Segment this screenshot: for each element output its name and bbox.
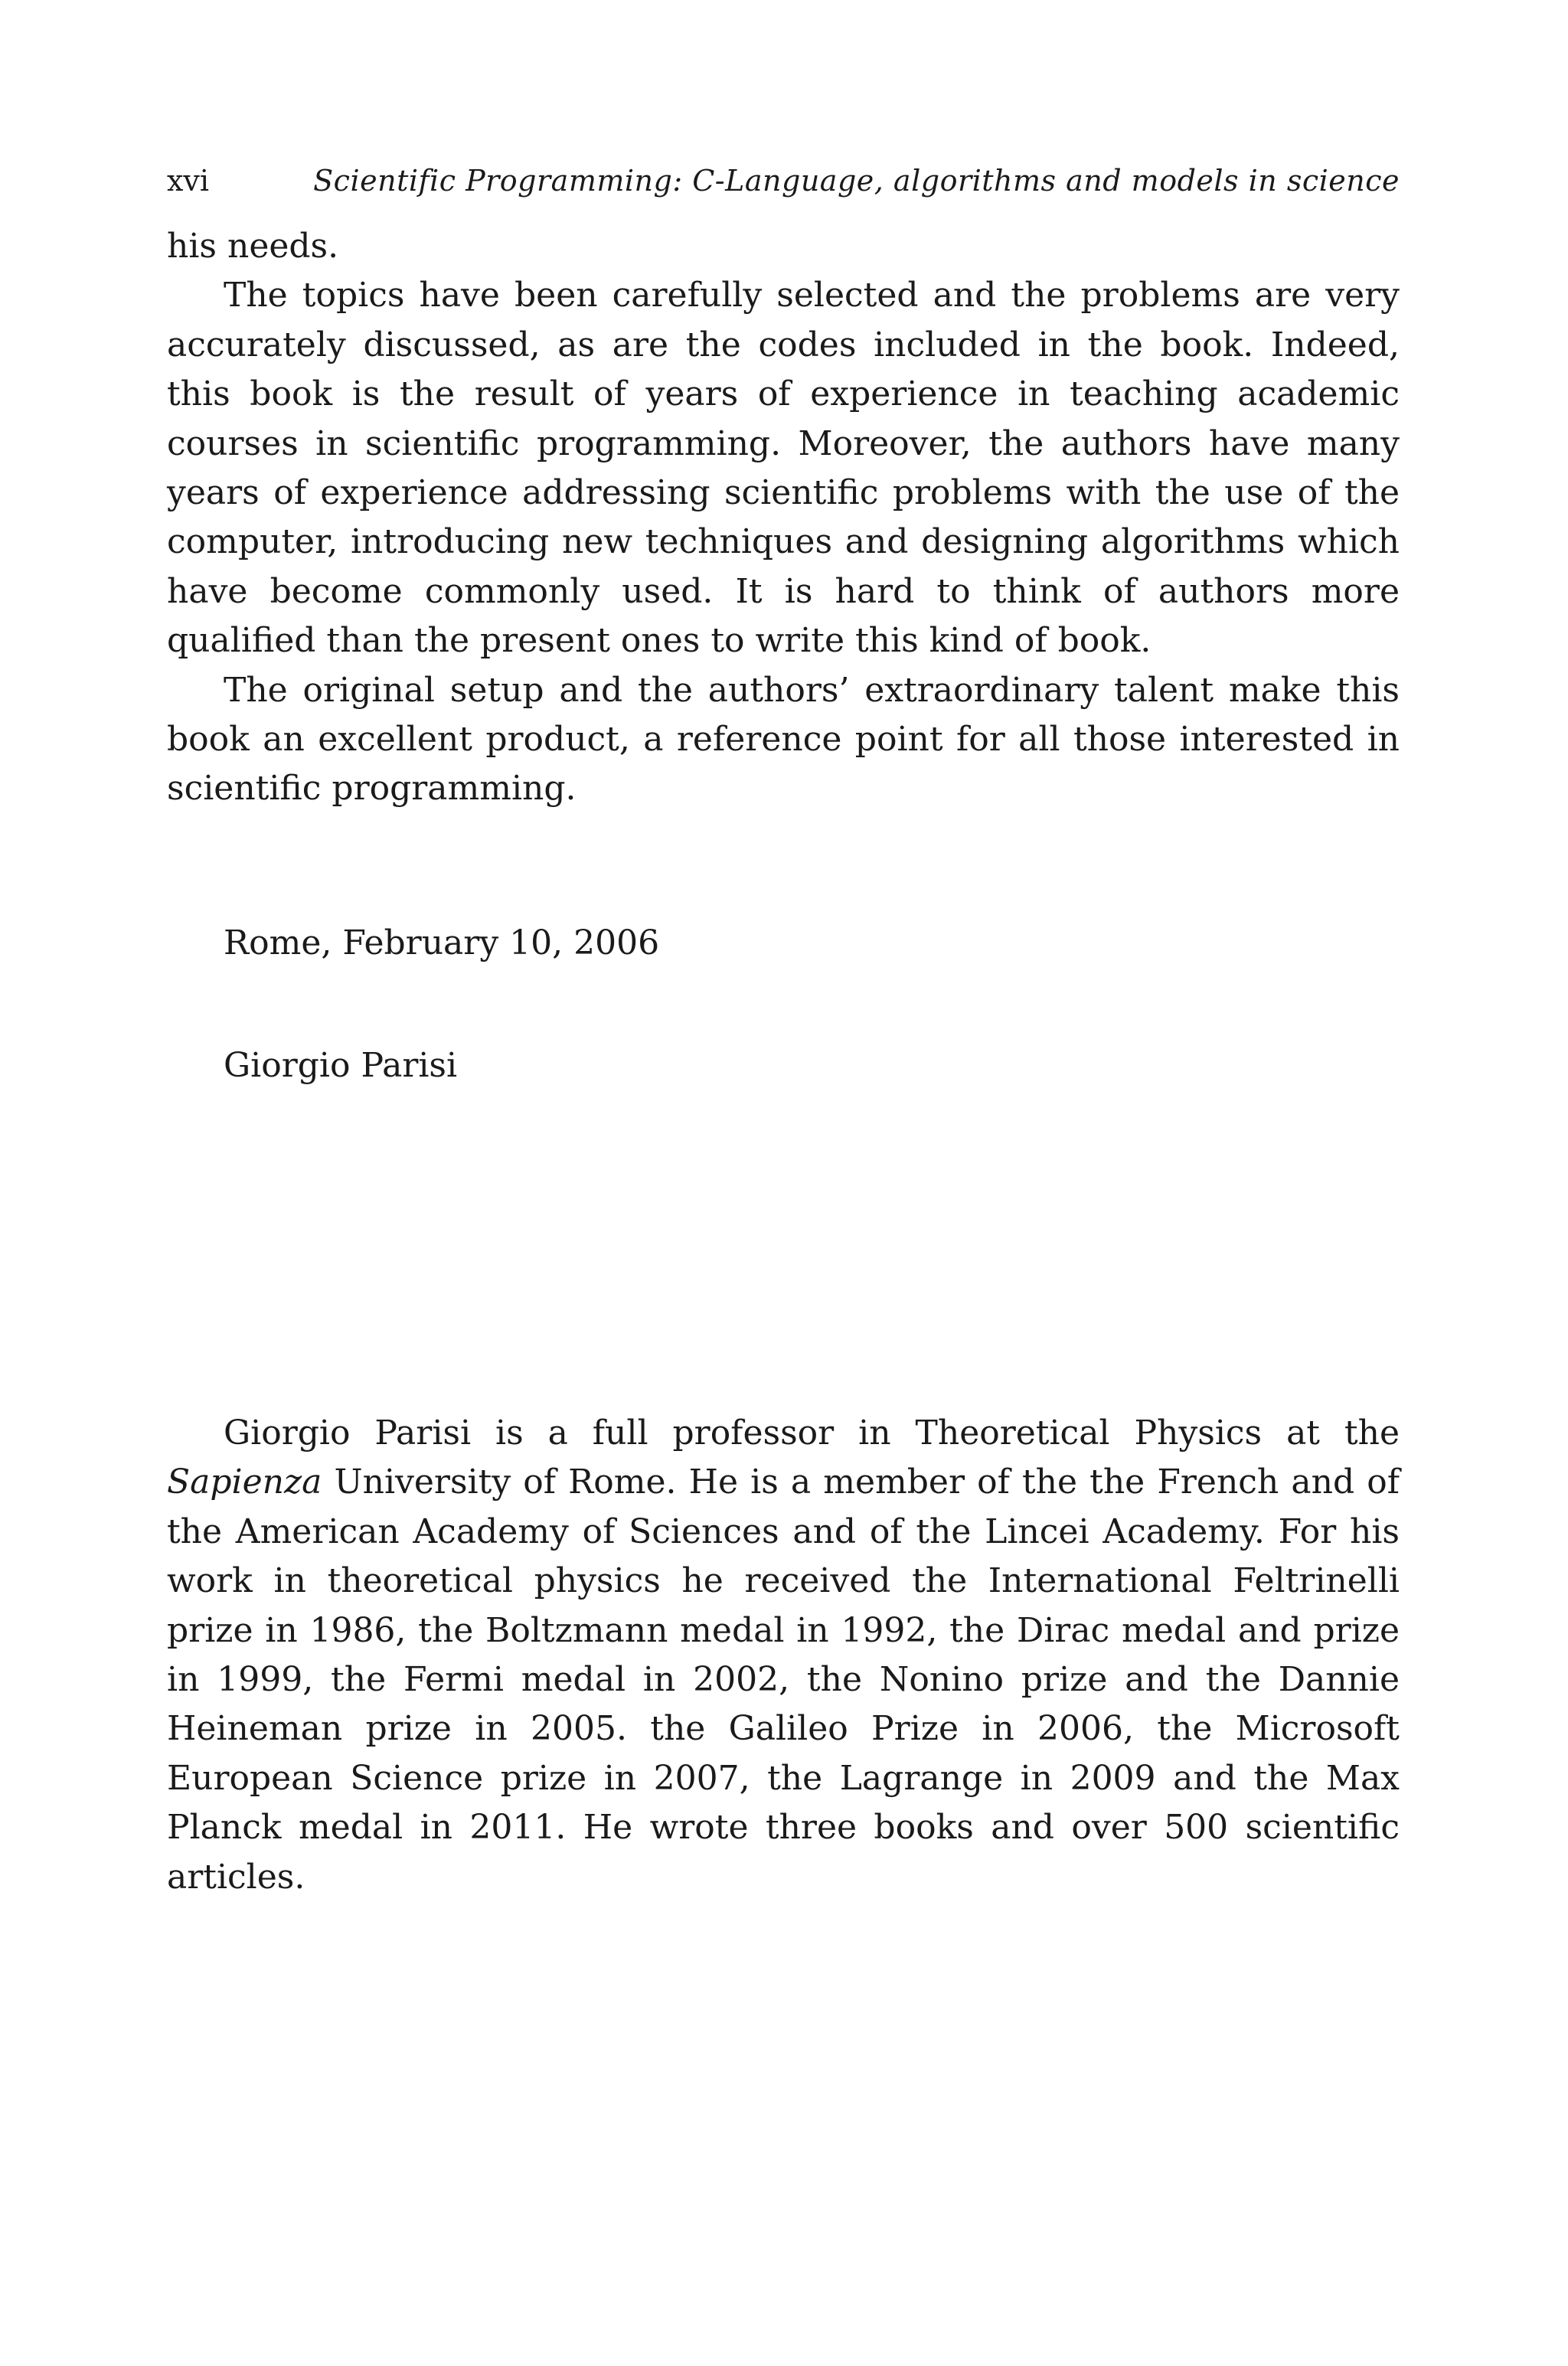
author-bio bbox=[167, 1409, 1400, 1902]
continuation-line: his needs. bbox=[167, 227, 339, 266]
place-date: Rome, February 10, 2006 bbox=[224, 923, 660, 962]
bio-text-rest: University of Rome. He is a member of the the French and of the American Academy of Sciences and of the Lincei Academy. For his work in theoretical physics he received the International Feltrinelli prize in 1986, the Boltzmann medal in 1992, the Dirac medal and prize in 1999, the Fermi medal in 2002, the Nonino prize and the Dannie Heineman prize in 2005. the Galileo Prize in 2006, the Microsoft European Science prize in 2007, the Lagrange in 2009 and the Max Planck medal in 2011. He wrote three books and over 500 scientific articles. bbox=[167, 1462, 1400, 1897]
paragraph-setup: The original setup and the authors’ extraordinary talent make this book an excellent product, a reference point for all those interested in scientific programming. bbox=[167, 670, 1400, 809]
running-title: Scientific Programming: C-Language, algorithms and models in science bbox=[313, 164, 1400, 198]
foreword-text bbox=[167, 222, 1400, 814]
page-number: xvi bbox=[167, 164, 210, 198]
bio-university-name: Sapienza bbox=[167, 1462, 322, 1502]
paragraph-topics: The topics have been carefully selected and the problems are very accurately discussed, as are the codes included in the book. Indeed, this book is the result of years of experience in teaching academic courses in scientific programming. Moreover, the authors have many years of experience addressing scientific problems with the use of the computer, introducing new techniques and designing algorithms which have become commonly used. It is hard to think of authors more qualified than the present ones to write this kind of book. bbox=[167, 276, 1400, 661]
author-signature: Giorgio Parisi bbox=[224, 1046, 458, 1085]
bio-text-start: Giorgio Parisi is a full professor in Theoretical Physics at the bbox=[224, 1413, 1400, 1453]
book-page bbox=[167, 0, 1400, 2366]
